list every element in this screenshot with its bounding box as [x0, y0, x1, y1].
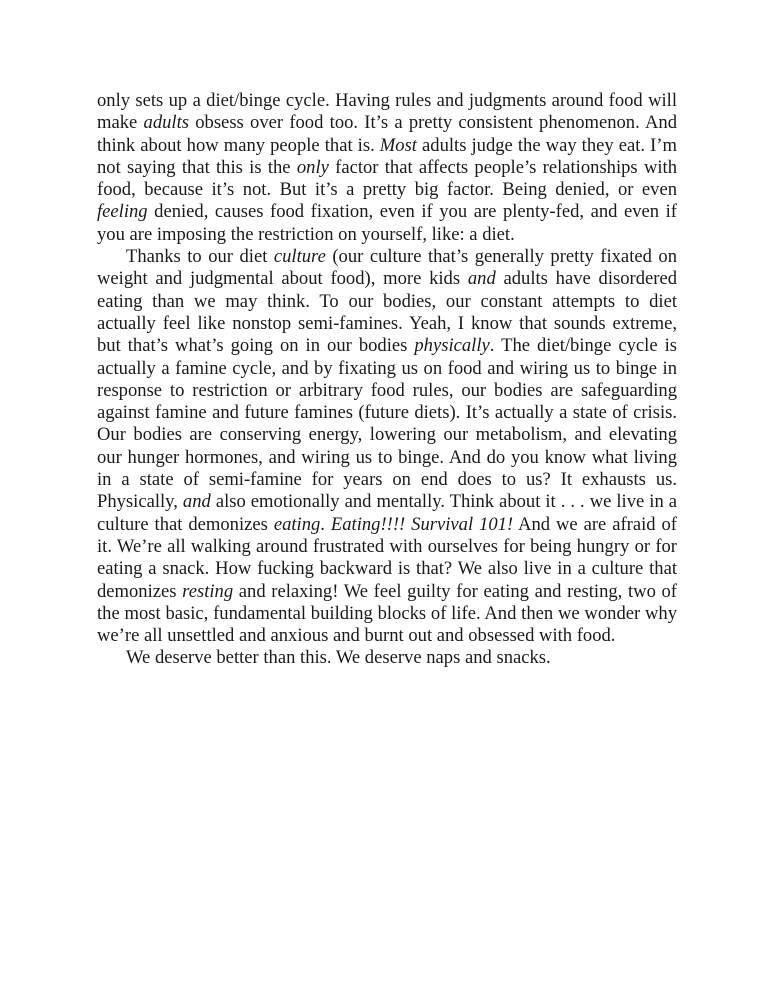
text-run: . The diet/binge cycle is actually a famine cycle, and by fixating us on food and wiring us to binge in response to restriction or arbitrary food rules, our bodies are safeguarding against famine and future famines (future diets). It’s actually a state of crisis. Our bodies are conserving energy, lowering our metabolism, and elevating our hunger hormones, and wiring us to binge. And do you know what living in a state of semi-famine for years on end does to us? It exhausts us. Physically, — [97, 335, 677, 513]
paragraph-1 — [97, 90, 677, 246]
italic-run: resting — [182, 580, 234, 602]
text-run: adults have disordered eating than we may think. To our bodies, our constant attempts to diet actually feel like nonstop semi-famines. Yeah, I know that sounds extreme, but that’s what’s going on in our bodies — [97, 268, 677, 357]
text-run: And we are afraid of it. We’re all walking around frustrated with ourselves for being hungry or for eating a snack. How fucking backward is that? We also live in a culture that demonizes — [97, 513, 677, 602]
text-run: only sets up a diet/binge cycle. Having rules and judgments around food will make — [97, 90, 677, 134]
italic-run: culture — [273, 246, 326, 268]
text-run: . — [320, 513, 331, 535]
italic-run: and — [182, 491, 211, 513]
text-run: (our culture that’s generally pretty fixated on weight and judgmental about food), more kids — [97, 246, 677, 290]
text-run: obsess over food too. It’s a pretty consistent phenomenon. And think about how many people that is. — [97, 112, 677, 156]
italic-run: Eating!!!! Survival 101! — [330, 513, 514, 535]
text-run: also emotionally and mentally. Think about it . . . we live in a culture that demonizes — [97, 491, 677, 535]
paragraph-3 — [97, 647, 677, 669]
paragraph-2 — [97, 246, 677, 647]
text-run: and relaxing! We feel guilty for eating and resting, two of the most basic, fundamental building blocks of life. And then we wonder why we’re all unsettled and anxious and burnt out and obsessed with food. — [97, 580, 677, 647]
italic-run: feeling — [97, 201, 148, 223]
italic-run: Most — [379, 134, 417, 156]
italic-run: only — [296, 156, 329, 178]
italic-run: adults — [143, 112, 189, 134]
text-run: Thanks to our diet — [126, 246, 274, 268]
text-run: denied, causes food fixation, even if you are plenty-fed, and even if you are imposing the restriction on yourself, like: a diet. — [97, 201, 677, 245]
text-run: We deserve better than this. We deserve naps and snacks. — [126, 647, 551, 669]
italic-run: eating — [273, 513, 321, 535]
text-run: adults judge the way they eat. I’m not saying that this is the — [97, 134, 677, 178]
book-page — [97, 90, 677, 670]
text-run: factor that affects people’s relationships with food, because it’s not. But it’s a pretty big factor. Being denied, or even — [97, 156, 678, 201]
italic-run: physically — [414, 335, 490, 357]
italic-run: and — [467, 268, 496, 290]
